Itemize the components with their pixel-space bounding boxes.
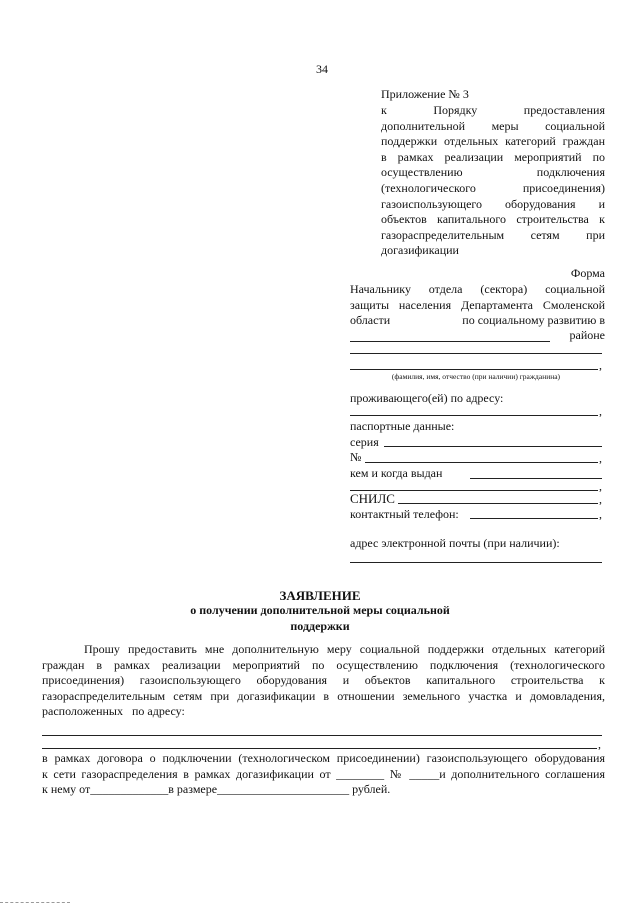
paragraph-line: Прошу предоставить мне дополнительную меру социальной поддержки отдельных категорий [84,642,605,656]
form-label: Форма [570,266,605,280]
appendix-line: поддержки отдельных категорий граждан [381,134,605,149]
phone-label: контактный телефон: [350,507,459,521]
name-caption: (фамилия, имя, отчество (при наличии) гражданина) [391,372,561,381]
contract-line: к сети газораспределения в рамках догазификации от ________ № _____и дополнительного соглашения [42,766,605,781]
issued-by-label: кем и когда выдан [350,466,443,480]
paragraph-line: граждан в рамках реализации мероприятий по осуществлению подключения (технологического [42,657,605,672]
passport-label: паспортные данные: [350,419,455,433]
contract-block [42,751,605,798]
addressee-line: защиты населения Департамента Смоленской [350,297,605,312]
paragraph-line: расположенных по адресу: [42,704,185,719]
residence-comma: , [599,404,602,418]
appendix-line: к Порядку предоставления [381,103,605,117]
address-line-1[interactable] [42,735,602,736]
addressee-region-right: по социальному развитию в [462,313,605,327]
addressee-region-left: области [350,313,391,327]
statement-title: ЗАЯВЛЕНИЕ [279,588,361,603]
email-line[interactable] [350,562,602,563]
contract-line: к нему от_____________в размере______________________ рублей. [42,782,391,797]
email-label: адрес электронной почты (при наличии): [350,536,560,550]
appendix-title: Приложение № 3 [381,87,469,101]
district-line[interactable] [350,341,550,342]
appendix-line: дополнительной меры социальной [381,118,605,133]
paragraph-line: присоединения) газоиспользующего оборудования и объектов капитального строительства к [42,673,605,688]
snils-label: СНИЛС [350,491,395,506]
name-line-comma: , [599,358,602,372]
residence-line[interactable] [350,415,598,416]
appendix-line: газораспределительным сетям при [381,227,605,242]
appendix-line: в рамках реализации мероприятий по [381,149,605,164]
appendix-line: (технологического присоединения) [381,180,605,195]
page-number: 34 [316,62,328,76]
statement-subtitle-1: о получении дополнительной меры социальной [190,603,450,617]
address-comma: , [598,737,601,751]
name-line-2[interactable] [350,369,598,370]
issued-by-comma: , [599,479,602,493]
paragraph-line: газораспределительным сетям при догазификации в отношении земельного участка и домовладения, [42,688,605,703]
snils-comma: , [599,492,602,506]
addressee-line: Начальнику отдела (сектора) социальной [350,282,605,296]
appendix-line: газоиспользующего оборудования и [381,196,605,211]
series-label: серия [350,435,379,449]
statement-subtitle-2: поддержки [290,619,350,633]
appendix-text [381,103,605,259]
address-line-2[interactable] [42,748,597,749]
district-label: районе [569,328,605,342]
appendix-line: осуществлению подключения [381,165,605,180]
number-line[interactable] [365,462,598,463]
issued-by-line-1[interactable] [470,478,602,479]
statement-paragraph [42,642,605,720]
name-line-1[interactable] [350,353,602,354]
number-comma: , [599,451,602,465]
number-label: № [350,450,362,464]
residence-label: проживающего(ей) по адресу: [350,391,504,405]
phone-comma: , [599,507,602,521]
scan-edge-mark [0,902,70,903]
appendix-line: объектов капитального строительства к [381,212,605,227]
appendix-line: догазификации [381,243,459,258]
phone-line[interactable] [470,518,598,519]
addressee-block [350,282,605,313]
series-line[interactable] [384,446,602,447]
contract-line: в рамках договора о подключении (технологическом присоединении) газоиспользующего оборудования [42,751,605,765]
snils-line[interactable] [398,503,598,504]
